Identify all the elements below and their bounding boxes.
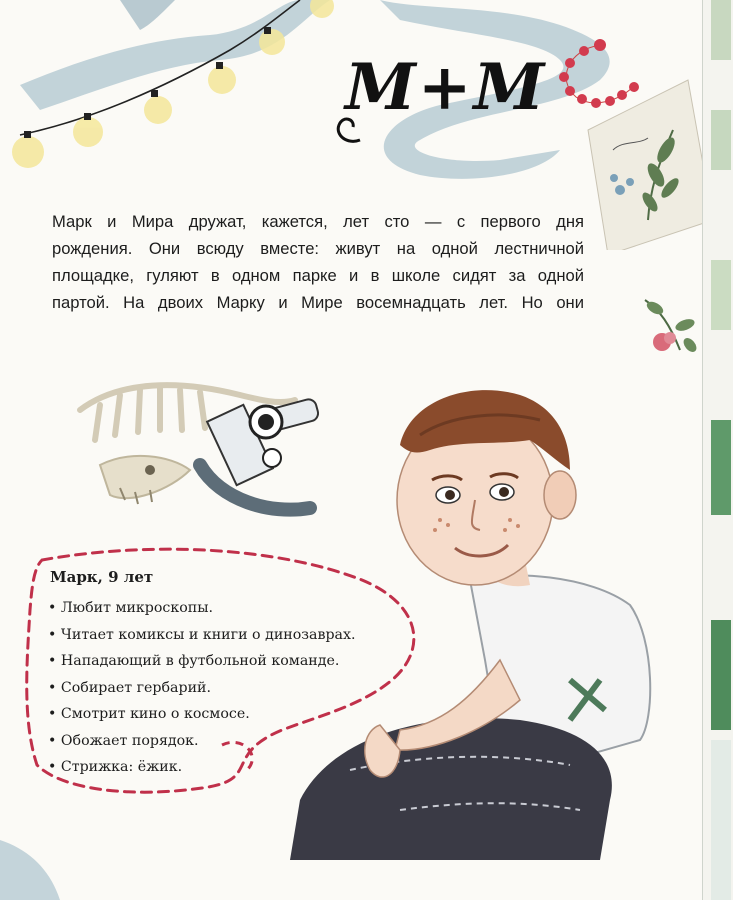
- list-item: • Любит микроскопы.: [48, 595, 356, 622]
- intro-line: Марк и Мира дружат, кажется, лет сто — с первого дня: [52, 212, 584, 231]
- page-edge: [702, 0, 733, 900]
- list-item: • Нападающий в футбольной команде.: [48, 648, 356, 675]
- color-swatch: [711, 620, 731, 730]
- intro-line: рождения. Они всюду вместе: живут на одной лестничной: [52, 239, 584, 258]
- herbarium-paper-icon: [578, 70, 718, 250]
- page-title: M+M: [345, 50, 547, 125]
- color-swatch: [711, 260, 731, 330]
- color-swatch: [711, 740, 731, 900]
- intro-line: партой. На двоих Марку и Мире восемнадцать лет. Но они: [52, 293, 584, 312]
- list-item: • Читает комиксы и книги о динозаврах.: [48, 622, 356, 649]
- trait-list: [48, 595, 356, 781]
- list-item: • Стрижка: ёжик.: [48, 754, 356, 781]
- color-swatch: [711, 420, 731, 515]
- title-monogram: [325, 40, 547, 150]
- list-item: • Обожает порядок.: [48, 728, 356, 755]
- list-item: • Собирает гербарий.: [48, 675, 356, 702]
- intro-paragraph: [52, 208, 584, 316]
- profile-title: Марк, 9 лет: [50, 568, 154, 586]
- color-swatch: [711, 110, 731, 170]
- color-swatch: [711, 0, 731, 60]
- string-lights-icon: [0, 0, 360, 190]
- list-item: • Смотрит кино о космосе.: [48, 701, 356, 728]
- berry-branch-icon: [640, 290, 710, 380]
- intro-line: площадке, гуляют в одном парке и в школе сидят за одной: [52, 266, 584, 285]
- ribbon-icon: [0, 830, 80, 900]
